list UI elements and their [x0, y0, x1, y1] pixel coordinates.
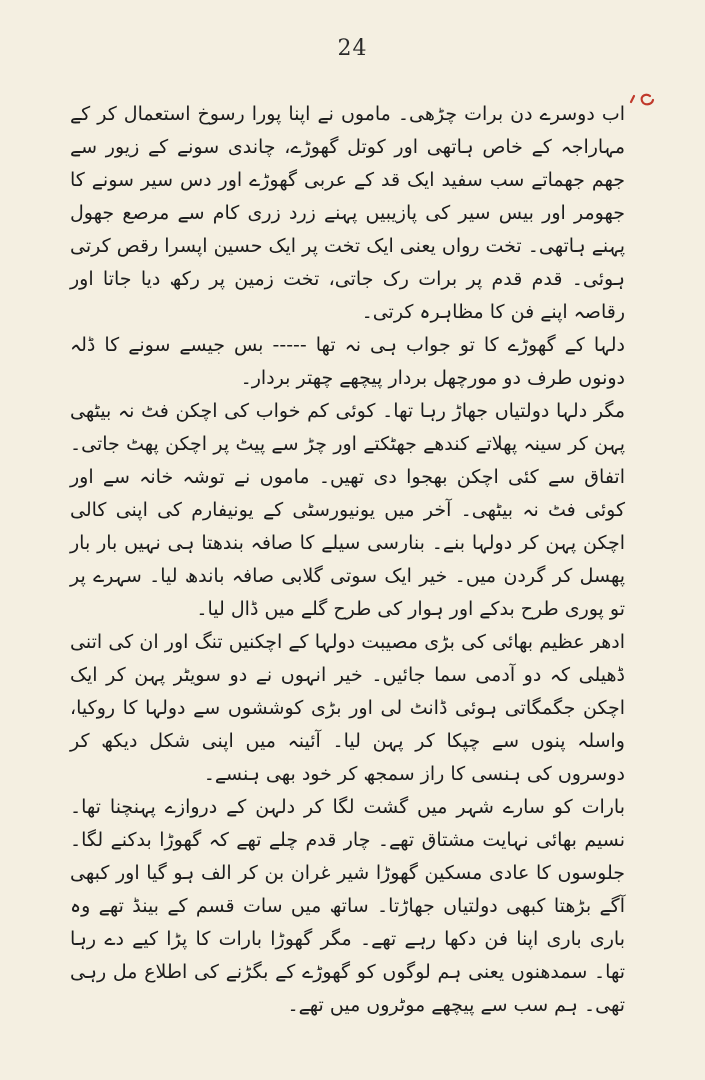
margin-annotation-mark — [620, 92, 660, 114]
paragraph: اب دوسرے دن برات چڑھی۔ ماموں نے اپنا پورا رسوخ استعمال کر کے مہاراجہ کے خاص ہاتھی اور کوتل گھوڑے، چاندی سونے کے زیور سے جھم جھماتے سب سفید ایک قد کے عربی گھوڑے اور دس سیر سونے کا جھومر اور بیس سیر کی پازیبیں پہنے زرد زری کام سے مرصع جھول پہنے ہاتھی۔ تخت رواں یعنی ایک تخت پر ایک حسین اپسرا رقص کرتی ہوئی۔ قدم قدم پر برات رک جاتی، تخت زمین پر رکھ دیا جاتا اور رقاصہ اپنے فن کا مظاہرہ کرتی۔ — [70, 103, 625, 323]
page-text — [70, 98, 625, 1022]
paragraph: مگر دلہا دولتیاں جھاڑ رہا تھا۔ کوئی کم خواب کی اچکن فٹ نہ بیٹھی پہن کر سینہ پھلاتے کندھے جھٹکتے اور چڑ سے پیٹ پر اچکن پھٹ جاتی۔ اتفاق سے کئی اچکن بھجوا دی تھیں۔ ماموں نے توشہ خانہ سے اور کوئی فٹ نہ بیٹھی۔ آخر میں یونیورسٹی کے یونیفارم کی اپنی کالی اچکن پہن کر دولہا بنے۔ بنارسی سیلے کا صافہ بندھتا ہی نہیں بار بار پھسل کر گردن میں۔ خیر ایک سوتی گلابی صافہ باندھ لیا۔ سہرے پر تو پوری طرح بدکے اور ہوار کی طرح گلے میں ڈال لیا۔ — [70, 400, 625, 620]
page-number: 24 — [337, 36, 368, 61]
paragraph: ادھر عظیم بھائی کی بڑی مصیبت دولہا کے اچکنیں تنگ اور ان کی اتنی ڈھیلی کہ دو آدمی سما جائیں۔ خیر انہوں نے دو سویٹر پہن کر ایک اچکن جگمگاتی ہوئی ڈانٹ لی اور بڑی کوششوں سے دولہا کا روکیا، واسلہ پنوں سے چپکا کر پہن لیا۔ آئینہ میں اپنی شکل دیکھ کر دوسروں کی ہنسی کا راز سمجھ کر خود بھی ہنسے۔ — [70, 631, 625, 785]
paragraph: بارات کو سارے شہر میں گشت لگا کر دلہن کے دروازے پہنچنا تھا۔ نسیم بھائی نہایت مشتاق تھے۔ چار قدم چلے تھے کہ گھوڑا بدکنے لگا۔ جلوسوں کا عادی مسکین گھوڑا شیر غران بن کر الف ہو گیا اور کبھی آگے بڑھتا کبھی دولتیاں جھاڑتا۔ ساتھ میں سات قسم کے بینڈ تھے وہ باری باری اپنا فن دکھا رہے تھے۔ مگر گھوڑا بارات کا پڑا کیے دے رہا تھا۔ سمدھنوں یعنی ہم لوگوں کو گھوڑے کے بگڑنے کی اطلاع مل رہی تھی۔ ہم سب سے پیچھے موٹروں میں تھے۔ — [70, 796, 625, 1016]
paragraph: دلہا کے گھوڑے کا تو جواب ہی نہ تھا ----- بس جیسے سونے کا ڈلہ دونوں طرف دو مورچھل بردار پیچھے چھتر بردار۔ — [70, 334, 625, 389]
